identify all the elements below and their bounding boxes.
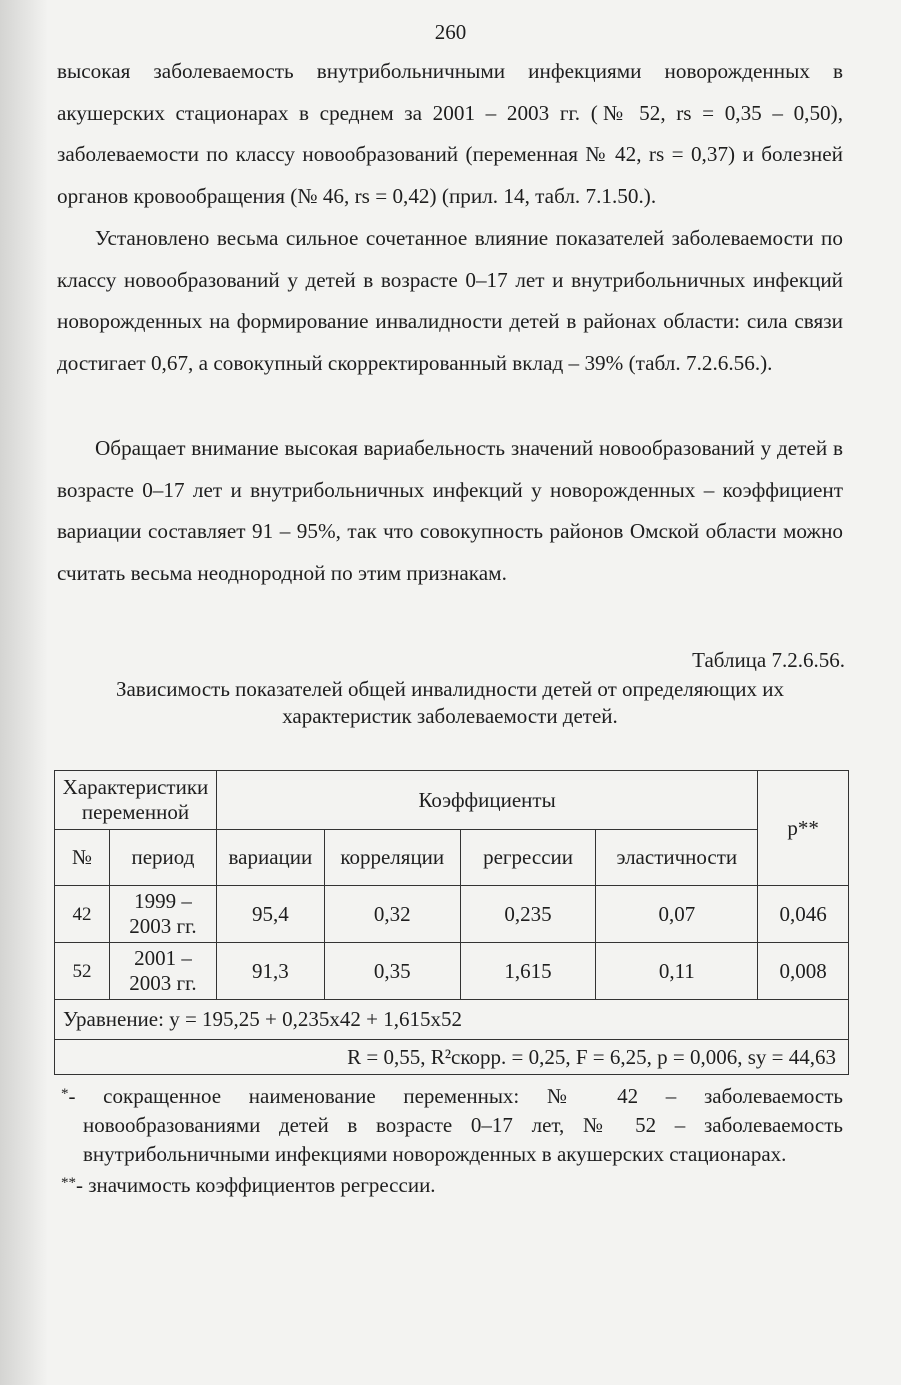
cell-period: 1999 – 2003 гг.	[109, 886, 216, 943]
paragraph-block-3	[57, 428, 843, 594]
paragraph-block-2	[57, 218, 843, 384]
regression-equation: Уравнение: y = 195,25 + 0,235x42 + 1,615x52	[55, 1000, 849, 1040]
table-row	[55, 943, 849, 1000]
header-correlation: корреляции	[324, 830, 460, 886]
table-caption: Таблица 7.2.6.56.	[692, 648, 845, 672]
footnote-2	[57, 1169, 843, 1200]
paragraph-3: Обращает внимание высокая вариабельность значений новообразований у детей в возрасте 0–17 лет и внутрибольничных инфекций у новорожденных – коэффициент вариации составляет 91 – 95%, так что совокупность районов Омской области можно считать весьма неоднородной по этим признакам.	[57, 436, 843, 585]
header-regression: регрессии	[460, 830, 596, 886]
cell-elasticity: 0,07	[596, 886, 758, 943]
table-header-row-2	[55, 830, 849, 886]
cell-num: 52	[55, 943, 110, 1000]
table-row	[55, 886, 849, 943]
cell-variation: 95,4	[216, 886, 324, 943]
cell-correlation: 0,32	[324, 886, 460, 943]
paragraph-continuation	[57, 51, 843, 217]
cell-num: 42	[55, 886, 110, 943]
cell-regression: 0,235	[460, 886, 596, 943]
cell-p: 0,008	[758, 943, 849, 1000]
cell-variation: 91,3	[216, 943, 324, 1000]
scan-gutter-shadow	[0, 0, 48, 1385]
footnote-text: - значимость коэффициентов регрессии.	[76, 1173, 436, 1197]
cell-correlation: 0,35	[324, 943, 460, 1000]
footnotes	[57, 1080, 843, 1200]
header-variable: Характеристики переменной	[55, 771, 217, 830]
cell-period: 2001 – 2003 гг.	[109, 943, 216, 1000]
header-period: период	[109, 830, 216, 886]
header-elasticity: эластичности	[596, 830, 758, 886]
table-title: Зависимость показателей общей инвалидности детей от определяющих их характеристик заболеваемости детей.	[115, 677, 785, 728]
page-number: 260	[434, 20, 467, 44]
header-num: №	[55, 830, 110, 886]
footnote-mark: **	[61, 1175, 76, 1191]
cell-elasticity: 0,11	[596, 943, 758, 1000]
header-coefficients: Коэффициенты	[216, 771, 757, 830]
paragraph-1: высокая заболеваемость внутрибольничными инфекциями новорожденных в акушерских стационарах в среднем за 2001 – 2003 гг. (№ 52, rs = 0,35 – 0,50), заболеваемости по классу новообразований (переменная № 42, rs = 0,37) и болезней органов кровообращения (№ 46, rs = 0,42) (прил. 14, табл. 7.1.50.).	[57, 59, 843, 208]
regression-table	[54, 770, 849, 1075]
footnote-mark: *	[61, 1086, 69, 1102]
statistics-row	[55, 1040, 849, 1075]
footnote-text: - сокращенное наименование переменных: № 42 – заболеваемость новообразованиями детей в возрасте 0–17 лет, № 52 – заболеваемость внутрибольничными инфекциями новорожденных в акушерских стационарах.	[68, 1084, 843, 1166]
footnote-1	[57, 1080, 843, 1169]
model-statistics: R = 0,55, R²скорр. = 0,25, F = 6,25, p = 0,006, sy = 44,63	[55, 1040, 849, 1075]
cell-p: 0,046	[758, 886, 849, 943]
header-p: p**	[758, 771, 849, 886]
header-variation: вариации	[216, 830, 324, 886]
cell-regression: 1,615	[460, 943, 596, 1000]
paragraph-2: Установлено весьма сильное сочетанное влияние показателей заболеваемости по классу новообразований у детей в возрасте 0–17 лет и внутрибольничных инфекций новорожденных на формирование инвалидности детей в районах области: сила связи достигает 0,67, а совокупный скорректированный вклад – 39% (табл. 7.2.6.56.).	[57, 226, 843, 375]
equation-row	[55, 1000, 849, 1040]
table-header-row-1	[55, 771, 849, 830]
